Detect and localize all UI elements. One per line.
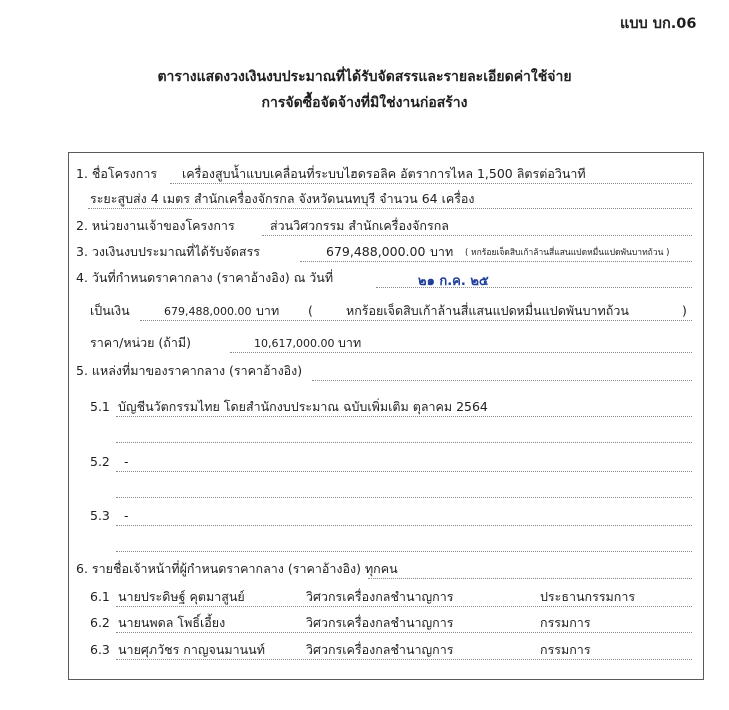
amount-value: 679,488,000.00 [164,305,252,318]
member-6-3-position: วิศวกรเครื่องกลชำนาญการ [306,642,454,657]
amount-close-paren: ) [682,303,687,318]
document-title-line1: ตารางแสดงวงเงินงบประมาณที่ได้รับจัดสรรและรายละเอียดค่าใช้จ่าย [157,69,572,85]
item3-label: 3. วงเงินงบประมาณที่ได้รับจัดสรร [76,244,260,259]
document-title-line2: การจัดซื้อจัดจ้างที่มิใช่งานก่อสร้าง [261,95,468,111]
item5-dotted-line [312,380,692,381]
member-6-3-dotted-line [116,659,692,660]
amount-open-paren: ( [308,303,313,318]
amount-words: หกร้อยเจ็ดสิบเก้าล้านสี่แสนแปดหมื่นแปดพันบาทถ้วน [346,303,629,318]
item1-value-line2: ระยะสูบส่ง 4 เมตร สำนักเครื่องจักรกล จังหวัดนนทบุรี จำนวน 64 เครื่อง [90,191,475,206]
source-5-3-dotted-b [116,551,692,552]
item1-label: 1. ชื่อโครงการ [76,166,158,181]
item4-dotted-line1 [376,287,692,288]
form-code: แบบ บก.06 [620,16,697,32]
source-5-2-text: - [124,454,129,469]
item6-dotted-line [368,578,692,579]
member-6-2-dotted-line [116,632,692,633]
member-6-2-name: นายนพดล โพธิ์เอี้ยง [118,615,226,630]
member-6-3-role: กรรมการ [540,642,591,657]
member-6-2-role: กรรมการ [540,615,591,630]
unit-price-value: 10,617,000.00 [254,337,335,350]
member-6-2-num: 6.2 [90,615,110,630]
member-6-3-num: 6.3 [90,642,110,657]
item6-label: 6. รายชื่อเจ้าหน้าที่ผู้กำหนดราคากลาง (ราคาอ้างอิง) ทุกคน [76,561,398,576]
item3-amount: 679,488,000.00 [326,244,426,259]
item2-label: 2. หน่วยงานเจ้าของโครงการ [76,218,235,233]
item1-value-line1: เครื่องสูบน้ำแบบเคลื่อนที่ระบบไฮดรอลิค อัตราการไหล 1,500 ลิตรต่อวินาที [182,166,586,181]
member-6-1-dotted-line [116,606,692,607]
item1-dotted-line1 [170,183,692,184]
member-6-2-position: วิศวกรเครื่องกลชำนาญการ [306,615,454,630]
source-5-3-text: - [124,508,129,523]
source-5-2-dotted-b [116,497,692,498]
item4-dotted-line3 [230,352,692,353]
source-5-1-dotted-a [116,416,692,417]
item2-value: ส่วนวิศวกรรม สำนักเครื่องจักรกล [270,218,449,233]
source-5-3-num: 5.3 [90,508,110,523]
amount-label: เป็นเงิน [90,303,130,318]
item2-dotted-line [262,235,692,236]
item3-dotted-line [300,261,692,262]
item3-words: ( หกร้อยเจ็ดสิบเก้าล้านสี่แสนแปดหมื่นแปดพันบาทถ้วน ) [465,248,670,258]
source-5-1-text: บัญชีนวัตกรรมไทย โดยสำนักงบประมาณ ฉบับเพิ่มเติม ตุลาคม 2564 [118,399,488,414]
item4-label: 4. วันที่กำหนดราคากลาง (ราคาอ้างอิง) ณ วันที่ [76,270,334,285]
source-5-2-num: 5.2 [90,454,110,469]
member-6-1-name: นายประดิษฐ์ คุตมาสูนย์ [118,589,245,604]
item4-dotted-line2 [140,320,692,321]
item5-label: 5. แหล่งที่มาของราคากลาง (ราคาอ้างอิง) [76,363,303,378]
source-5-1-dotted-b [116,442,692,443]
date-stamp: ๒๑ ก.ค. ๒๕ [418,274,489,289]
member-6-1-position: วิศวกรเครื่องกลชำนาญการ [306,589,454,604]
unit-price-unit: บาท [338,335,362,350]
member-6-3-name: นายศุภวัชร กาญจนมานนท์ [118,642,265,657]
item3-unit: บาท [430,244,454,259]
item1-dotted-line2 [88,208,692,209]
source-5-2-dotted-a [116,471,692,472]
member-6-1-num: 6.1 [90,589,110,604]
source-5-1-num: 5.1 [90,399,110,414]
unit-price-label: ราคา/หน่วย (ถ้ามี) [90,335,192,350]
member-6-1-role: ประธานกรรมการ [540,589,636,604]
source-5-3-dotted-a [116,525,692,526]
amount-unit: บาท [256,303,280,318]
